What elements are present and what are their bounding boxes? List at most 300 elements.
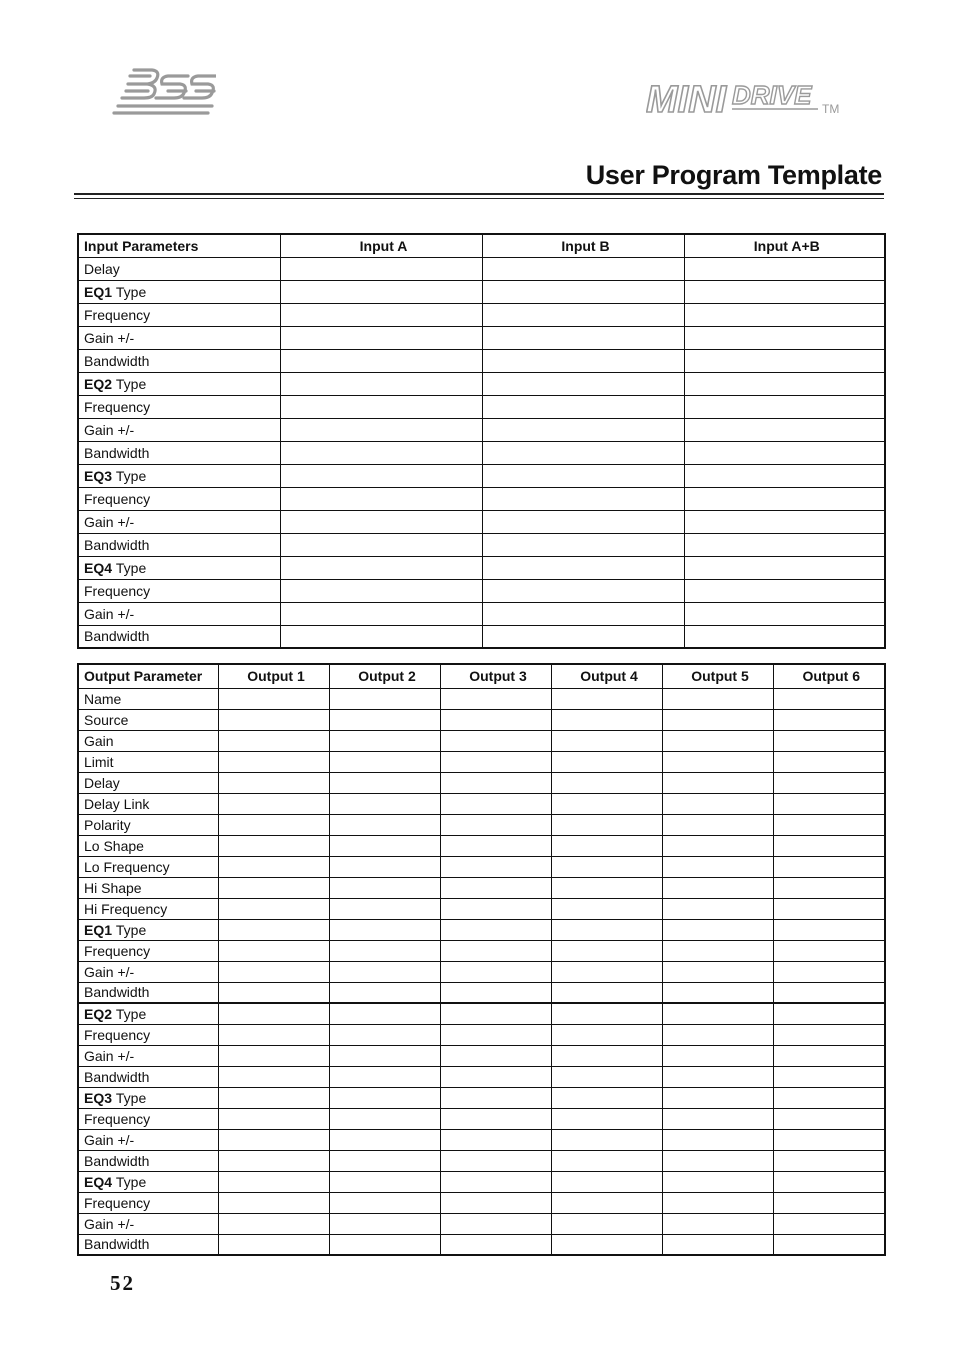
- value-entry-cell[interactable]: [440, 730, 551, 751]
- value-entry-cell[interactable]: [218, 688, 329, 709]
- value-entry-cell[interactable]: [551, 772, 662, 793]
- parameter-label: Bandwidth: [84, 536, 150, 553]
- value-entry-cell[interactable]: [773, 1066, 885, 1087]
- parameter-label-cell: [78, 1066, 218, 1087]
- value-entry-cell[interactable]: [280, 280, 482, 303]
- value-entry-cell[interactable]: [329, 1171, 440, 1192]
- parameter-label: Bandwidth: [84, 1152, 150, 1169]
- value-entry-cell[interactable]: [773, 1171, 885, 1192]
- value-entry-cell[interactable]: [773, 940, 885, 961]
- parameter-label-cell: [78, 533, 280, 556]
- value-entry-cell[interactable]: [551, 1213, 662, 1234]
- parameter-label-cell: [78, 751, 218, 772]
- value-entry-cell[interactable]: [684, 556, 885, 579]
- value-entry-cell[interactable]: [280, 625, 482, 648]
- value-entry-cell[interactable]: [482, 395, 684, 418]
- parameter-label: Gain +/-: [84, 421, 135, 438]
- value-entry-cell[interactable]: [662, 1234, 773, 1255]
- value-entry-cell[interactable]: [684, 349, 885, 372]
- parameter-label: Frequency: [84, 942, 151, 959]
- value-entry-cell[interactable]: [684, 280, 885, 303]
- value-entry-cell[interactable]: [662, 1129, 773, 1150]
- value-entry-cell[interactable]: [482, 533, 684, 556]
- value-entry-cell[interactable]: [482, 441, 684, 464]
- value-entry-cell[interactable]: [329, 688, 440, 709]
- value-entry-cell[interactable]: [551, 940, 662, 961]
- value-entry-cell[interactable]: [773, 1150, 885, 1171]
- parameter-label: Frequency: [84, 1026, 151, 1043]
- value-entry-cell[interactable]: [551, 1129, 662, 1150]
- value-entry-cell[interactable]: [329, 1003, 440, 1024]
- value-entry-cell[interactable]: [440, 961, 551, 982]
- value-entry-cell[interactable]: [684, 487, 885, 510]
- value-entry-cell[interactable]: [329, 961, 440, 982]
- parameter-label-cell: [78, 1171, 218, 1192]
- parameter-label-cell: [78, 1129, 218, 1150]
- value-entry-cell[interactable]: [482, 418, 684, 441]
- value-entry-cell[interactable]: [773, 919, 885, 940]
- table-row: [78, 1045, 885, 1066]
- value-entry-cell[interactable]: [551, 814, 662, 835]
- table-row: [78, 898, 885, 919]
- parameter-label-cell: [78, 1087, 218, 1108]
- value-entry-cell[interactable]: [280, 441, 482, 464]
- output-table-header-row: [78, 664, 885, 688]
- value-entry-cell[interactable]: [482, 257, 684, 280]
- parameter-label: Gain +/-: [84, 1215, 135, 1232]
- value-entry-cell[interactable]: [280, 579, 482, 602]
- value-entry-cell[interactable]: [773, 1003, 885, 1024]
- value-entry-cell[interactable]: [662, 1213, 773, 1234]
- value-entry-cell[interactable]: [482, 349, 684, 372]
- value-entry-cell[interactable]: [329, 1024, 440, 1045]
- value-entry-cell[interactable]: [329, 1087, 440, 1108]
- value-entry-cell[interactable]: [773, 856, 885, 877]
- value-entry-cell[interactable]: [662, 1045, 773, 1066]
- value-entry-cell[interactable]: [773, 982, 885, 1003]
- table-row: [78, 326, 885, 349]
- parameter-label: Gain +/-: [84, 329, 135, 346]
- value-entry-cell[interactable]: [773, 730, 885, 751]
- logo-mini: MINI: [646, 79, 727, 118]
- parameter-label-cell: [78, 349, 280, 372]
- value-entry-cell[interactable]: [482, 326, 684, 349]
- value-entry-cell[interactable]: [280, 326, 482, 349]
- parameter-label-cell: [78, 1213, 218, 1234]
- value-entry-cell[interactable]: [440, 835, 551, 856]
- value-entry-cell[interactable]: [218, 1213, 329, 1234]
- value-entry-cell[interactable]: [662, 1171, 773, 1192]
- value-entry-cell[interactable]: [773, 688, 885, 709]
- value-entry-cell[interactable]: [662, 772, 773, 793]
- output-header-cell: Output 5: [662, 664, 773, 688]
- value-entry-cell[interactable]: [551, 1024, 662, 1045]
- table-row: [78, 1003, 885, 1024]
- value-entry-cell[interactable]: [773, 1129, 885, 1150]
- value-entry-cell[interactable]: [440, 709, 551, 730]
- value-entry-cell[interactable]: [662, 835, 773, 856]
- value-entry-cell[interactable]: [329, 856, 440, 877]
- value-entry-cell[interactable]: [280, 349, 482, 372]
- value-entry-cell[interactable]: [662, 982, 773, 1003]
- value-entry-cell[interactable]: [440, 919, 551, 940]
- value-entry-cell[interactable]: [440, 1003, 551, 1024]
- value-entry-cell[interactable]: [440, 814, 551, 835]
- value-entry-cell[interactable]: [684, 303, 885, 326]
- value-entry-cell[interactable]: [662, 877, 773, 898]
- parameter-label: Type: [115, 467, 147, 484]
- value-entry-cell[interactable]: [662, 961, 773, 982]
- value-entry-cell[interactable]: [551, 1045, 662, 1066]
- value-entry-cell[interactable]: [218, 1234, 329, 1255]
- value-entry-cell[interactable]: [218, 1066, 329, 1087]
- value-entry-cell[interactable]: [329, 709, 440, 730]
- parameter-label-cell: [78, 602, 280, 625]
- value-entry-cell[interactable]: [551, 709, 662, 730]
- value-entry-cell[interactable]: [482, 510, 684, 533]
- value-entry-cell[interactable]: [773, 835, 885, 856]
- value-entry-cell[interactable]: [551, 1003, 662, 1024]
- value-entry-cell[interactable]: [662, 1003, 773, 1024]
- value-entry-cell[interactable]: [218, 1192, 329, 1213]
- value-entry-cell[interactable]: [773, 1192, 885, 1213]
- value-entry-cell[interactable]: [551, 1192, 662, 1213]
- value-entry-cell[interactable]: [662, 898, 773, 919]
- value-entry-cell[interactable]: [662, 940, 773, 961]
- value-entry-cell[interactable]: [218, 961, 329, 982]
- value-entry-cell[interactable]: [440, 751, 551, 772]
- output-header-cell: Output 4: [551, 664, 662, 688]
- value-entry-cell[interactable]: [662, 793, 773, 814]
- value-entry-cell[interactable]: [440, 772, 551, 793]
- value-entry-cell[interactable]: [329, 982, 440, 1003]
- table-row: [78, 257, 885, 280]
- value-entry-cell[interactable]: [440, 793, 551, 814]
- value-entry-cell[interactable]: [218, 919, 329, 940]
- value-entry-cell[interactable]: [218, 1171, 329, 1192]
- parameter-label-cell: [78, 257, 280, 280]
- value-entry-cell[interactable]: [551, 1171, 662, 1192]
- value-entry-cell[interactable]: [218, 940, 329, 961]
- parameter-label-cell: [78, 793, 218, 814]
- value-entry-cell[interactable]: [280, 533, 482, 556]
- value-entry-cell[interactable]: [662, 688, 773, 709]
- value-entry-cell[interactable]: [551, 835, 662, 856]
- value-entry-cell[interactable]: [218, 877, 329, 898]
- value-entry-cell[interactable]: [684, 326, 885, 349]
- parameter-label-cell: [78, 303, 280, 326]
- value-entry-cell[interactable]: [773, 814, 885, 835]
- value-entry-cell[interactable]: [280, 556, 482, 579]
- value-entry-cell[interactable]: [684, 533, 885, 556]
- table-row: [78, 487, 885, 510]
- parameter-label-cell: [78, 1045, 218, 1066]
- value-entry-cell[interactable]: [773, 1213, 885, 1234]
- value-entry-cell[interactable]: [329, 898, 440, 919]
- parameter-label: Delay Link: [84, 795, 150, 812]
- value-entry-cell[interactable]: [662, 1192, 773, 1213]
- value-entry-cell[interactable]: [440, 898, 551, 919]
- value-entry-cell[interactable]: [218, 1150, 329, 1171]
- value-entry-cell[interactable]: [440, 688, 551, 709]
- value-entry-cell[interactable]: [218, 856, 329, 877]
- value-entry-cell[interactable]: [329, 1045, 440, 1066]
- value-entry-cell[interactable]: [551, 877, 662, 898]
- value-entry-cell[interactable]: [329, 751, 440, 772]
- value-entry-cell[interactable]: [218, 898, 329, 919]
- value-entry-cell[interactable]: [551, 1234, 662, 1255]
- value-entry-cell[interactable]: [662, 1066, 773, 1087]
- table-row: [78, 940, 885, 961]
- eq-band-label: EQ3: [84, 1089, 116, 1106]
- parameter-label: Hi Shape: [84, 879, 142, 896]
- parameter-label: Bandwidth: [84, 628, 150, 645]
- eq-band-label: EQ4: [84, 559, 116, 576]
- parameter-label: Limit: [84, 753, 114, 770]
- parameter-label-cell: [78, 835, 218, 856]
- value-entry-cell[interactable]: [551, 1087, 662, 1108]
- value-entry-cell[interactable]: [662, 730, 773, 751]
- value-entry-cell[interactable]: [440, 1087, 551, 1108]
- value-entry-cell[interactable]: [551, 1150, 662, 1171]
- value-entry-cell[interactable]: [773, 1087, 885, 1108]
- value-entry-cell[interactable]: [329, 772, 440, 793]
- value-entry-cell[interactable]: [684, 602, 885, 625]
- value-entry-cell[interactable]: [773, 898, 885, 919]
- parameter-label: Frequency: [84, 490, 151, 507]
- parameter-label: Bandwidth: [84, 1236, 150, 1253]
- parameter-label-cell: [78, 940, 218, 961]
- value-entry-cell[interactable]: [329, 919, 440, 940]
- value-entry-cell[interactable]: [662, 709, 773, 730]
- value-entry-cell[interactable]: [280, 487, 482, 510]
- output-header-cell: Output Parameter: [78, 664, 218, 688]
- eq-band-label: EQ1: [84, 283, 116, 300]
- value-entry-cell[interactable]: [551, 919, 662, 940]
- value-entry-cell[interactable]: [773, 709, 885, 730]
- value-entry-cell[interactable]: [329, 1129, 440, 1150]
- value-entry-cell[interactable]: [482, 602, 684, 625]
- table-row: [78, 349, 885, 372]
- value-entry-cell[interactable]: [218, 1108, 329, 1129]
- parameter-label-cell: [78, 625, 280, 648]
- value-entry-cell[interactable]: [218, 982, 329, 1003]
- value-entry-cell[interactable]: [773, 751, 885, 772]
- parameter-label: Frequency: [84, 582, 151, 599]
- input-header-cell: Input A+B: [684, 234, 885, 257]
- table-row: [78, 1129, 885, 1150]
- value-entry-cell[interactable]: [551, 730, 662, 751]
- value-entry-cell[interactable]: [218, 1129, 329, 1150]
- value-entry-cell[interactable]: [482, 579, 684, 602]
- value-entry-cell[interactable]: [482, 280, 684, 303]
- value-entry-cell[interactable]: [684, 579, 885, 602]
- parameter-label-cell: [78, 688, 218, 709]
- value-entry-cell[interactable]: [773, 1024, 885, 1045]
- parameter-label: Hi Frequency: [84, 900, 168, 917]
- value-entry-cell[interactable]: [329, 730, 440, 751]
- value-entry-cell[interactable]: [218, 1087, 329, 1108]
- value-entry-cell[interactable]: [218, 793, 329, 814]
- value-entry-cell[interactable]: [482, 625, 684, 648]
- value-entry-cell[interactable]: [482, 556, 684, 579]
- table-row: [78, 919, 885, 940]
- parameter-label: Delay: [84, 774, 120, 791]
- value-entry-cell[interactable]: [684, 464, 885, 487]
- value-entry-cell[interactable]: [218, 1024, 329, 1045]
- value-entry-cell[interactable]: [773, 793, 885, 814]
- parameter-label: Type: [115, 921, 147, 938]
- parameter-label-cell: [78, 326, 280, 349]
- table-row: [78, 1087, 885, 1108]
- parameter-label-cell: [78, 919, 218, 940]
- value-entry-cell[interactable]: [329, 1213, 440, 1234]
- value-entry-cell[interactable]: [551, 793, 662, 814]
- value-entry-cell[interactable]: [329, 940, 440, 961]
- value-entry-cell[interactable]: [773, 961, 885, 982]
- value-entry-cell[interactable]: [280, 418, 482, 441]
- value-entry-cell[interactable]: [440, 1129, 551, 1150]
- value-entry-cell[interactable]: [440, 1045, 551, 1066]
- value-entry-cell[interactable]: [218, 814, 329, 835]
- parameter-label: Gain +/-: [84, 513, 135, 530]
- value-entry-cell[interactable]: [440, 1108, 551, 1129]
- value-entry-cell[interactable]: [218, 772, 329, 793]
- value-entry-cell[interactable]: [218, 730, 329, 751]
- value-entry-cell[interactable]: [440, 1192, 551, 1213]
- value-entry-cell[interactable]: [280, 372, 482, 395]
- value-entry-cell[interactable]: [482, 372, 684, 395]
- table-row: [78, 1024, 885, 1045]
- value-entry-cell[interactable]: [280, 395, 482, 418]
- value-entry-cell[interactable]: [684, 395, 885, 418]
- value-entry-cell[interactable]: [440, 1234, 551, 1255]
- value-entry-cell[interactable]: [684, 257, 885, 280]
- value-entry-cell[interactable]: [482, 464, 684, 487]
- value-entry-cell[interactable]: [662, 1108, 773, 1129]
- parameter-label-cell: [78, 372, 280, 395]
- parameter-label-cell: [78, 510, 280, 533]
- value-entry-cell[interactable]: [440, 1150, 551, 1171]
- value-entry-cell[interactable]: [440, 982, 551, 1003]
- value-entry-cell[interactable]: [218, 835, 329, 856]
- table-row: [78, 1213, 885, 1234]
- value-entry-cell[interactable]: [280, 303, 482, 326]
- value-entry-cell[interactable]: [329, 835, 440, 856]
- parameter-label-cell: [78, 772, 218, 793]
- parameter-label: Gain +/-: [84, 963, 135, 980]
- value-entry-cell[interactable]: [440, 856, 551, 877]
- parameter-label: Type: [115, 559, 147, 576]
- value-entry-cell[interactable]: [551, 856, 662, 877]
- parameter-label: Type: [115, 283, 147, 300]
- input-header-cell: Input A: [280, 234, 482, 257]
- value-entry-cell[interactable]: [329, 1192, 440, 1213]
- eq-band-label: EQ1: [84, 921, 116, 938]
- table-row: [78, 1150, 885, 1171]
- value-entry-cell[interactable]: [440, 1066, 551, 1087]
- parameter-label-cell: [78, 579, 280, 602]
- value-entry-cell[interactable]: [684, 372, 885, 395]
- value-entry-cell[interactable]: [551, 898, 662, 919]
- value-entry-cell[interactable]: [662, 751, 773, 772]
- value-entry-cell[interactable]: [280, 257, 482, 280]
- value-entry-cell[interactable]: [218, 709, 329, 730]
- table-row: [78, 709, 885, 730]
- value-entry-cell[interactable]: [280, 464, 482, 487]
- value-entry-cell[interactable]: [551, 961, 662, 982]
- value-entry-cell[interactable]: [662, 1150, 773, 1171]
- value-entry-cell[interactable]: [662, 919, 773, 940]
- value-entry-cell[interactable]: [662, 856, 773, 877]
- value-entry-cell[interactable]: [684, 418, 885, 441]
- value-entry-cell[interactable]: [440, 1171, 551, 1192]
- value-entry-cell[interactable]: [218, 1045, 329, 1066]
- value-entry-cell[interactable]: [662, 1024, 773, 1045]
- value-entry-cell[interactable]: [482, 487, 684, 510]
- value-entry-cell[interactable]: [684, 625, 885, 648]
- value-entry-cell[interactable]: [218, 751, 329, 772]
- parameter-label: Gain +/-: [84, 605, 135, 622]
- table-row: [78, 579, 885, 602]
- parameter-label-cell: [78, 1192, 218, 1213]
- value-entry-cell[interactable]: [329, 814, 440, 835]
- value-entry-cell[interactable]: [773, 1234, 885, 1255]
- value-entry-cell[interactable]: [551, 751, 662, 772]
- value-entry-cell[interactable]: [329, 793, 440, 814]
- table-row: [78, 510, 885, 533]
- parameter-label-cell: [78, 487, 280, 510]
- value-entry-cell[interactable]: [662, 814, 773, 835]
- parameter-label: Gain +/-: [84, 1131, 135, 1148]
- value-entry-cell[interactable]: [280, 602, 482, 625]
- value-entry-cell[interactable]: [440, 1024, 551, 1045]
- value-entry-cell[interactable]: [218, 1003, 329, 1024]
- table-row: [78, 751, 885, 772]
- value-entry-cell[interactable]: [773, 1045, 885, 1066]
- value-entry-cell[interactable]: [551, 1066, 662, 1087]
- value-entry-cell[interactable]: [684, 441, 885, 464]
- parameter-label-cell: [78, 982, 218, 1003]
- table-row: [78, 441, 885, 464]
- value-entry-cell[interactable]: [329, 877, 440, 898]
- value-entry-cell[interactable]: [551, 982, 662, 1003]
- value-entry-cell[interactable]: [329, 1066, 440, 1087]
- value-entry-cell[interactable]: [551, 688, 662, 709]
- value-entry-cell[interactable]: [551, 1108, 662, 1129]
- value-entry-cell[interactable]: [440, 1213, 551, 1234]
- value-entry-cell[interactable]: [773, 772, 885, 793]
- table-row: [78, 303, 885, 326]
- parameter-label: Bandwidth: [84, 1068, 150, 1085]
- value-entry-cell[interactable]: [662, 1087, 773, 1108]
- value-entry-cell[interactable]: [773, 877, 885, 898]
- value-entry-cell[interactable]: [329, 1108, 440, 1129]
- value-entry-cell[interactable]: [773, 1108, 885, 1129]
- parameter-label: Lo Shape: [84, 837, 144, 854]
- value-entry-cell[interactable]: [329, 1150, 440, 1171]
- value-entry-cell[interactable]: [482, 303, 684, 326]
- value-entry-cell[interactable]: [280, 510, 482, 533]
- value-entry-cell[interactable]: [440, 877, 551, 898]
- parameter-label: Delay: [84, 260, 120, 277]
- value-entry-cell[interactable]: [329, 1234, 440, 1255]
- parameter-label: Frequency: [84, 306, 151, 323]
- value-entry-cell[interactable]: [440, 940, 551, 961]
- value-entry-cell[interactable]: [684, 510, 885, 533]
- table-row: [78, 961, 885, 982]
- output-header-cell: Output 1: [218, 664, 329, 688]
